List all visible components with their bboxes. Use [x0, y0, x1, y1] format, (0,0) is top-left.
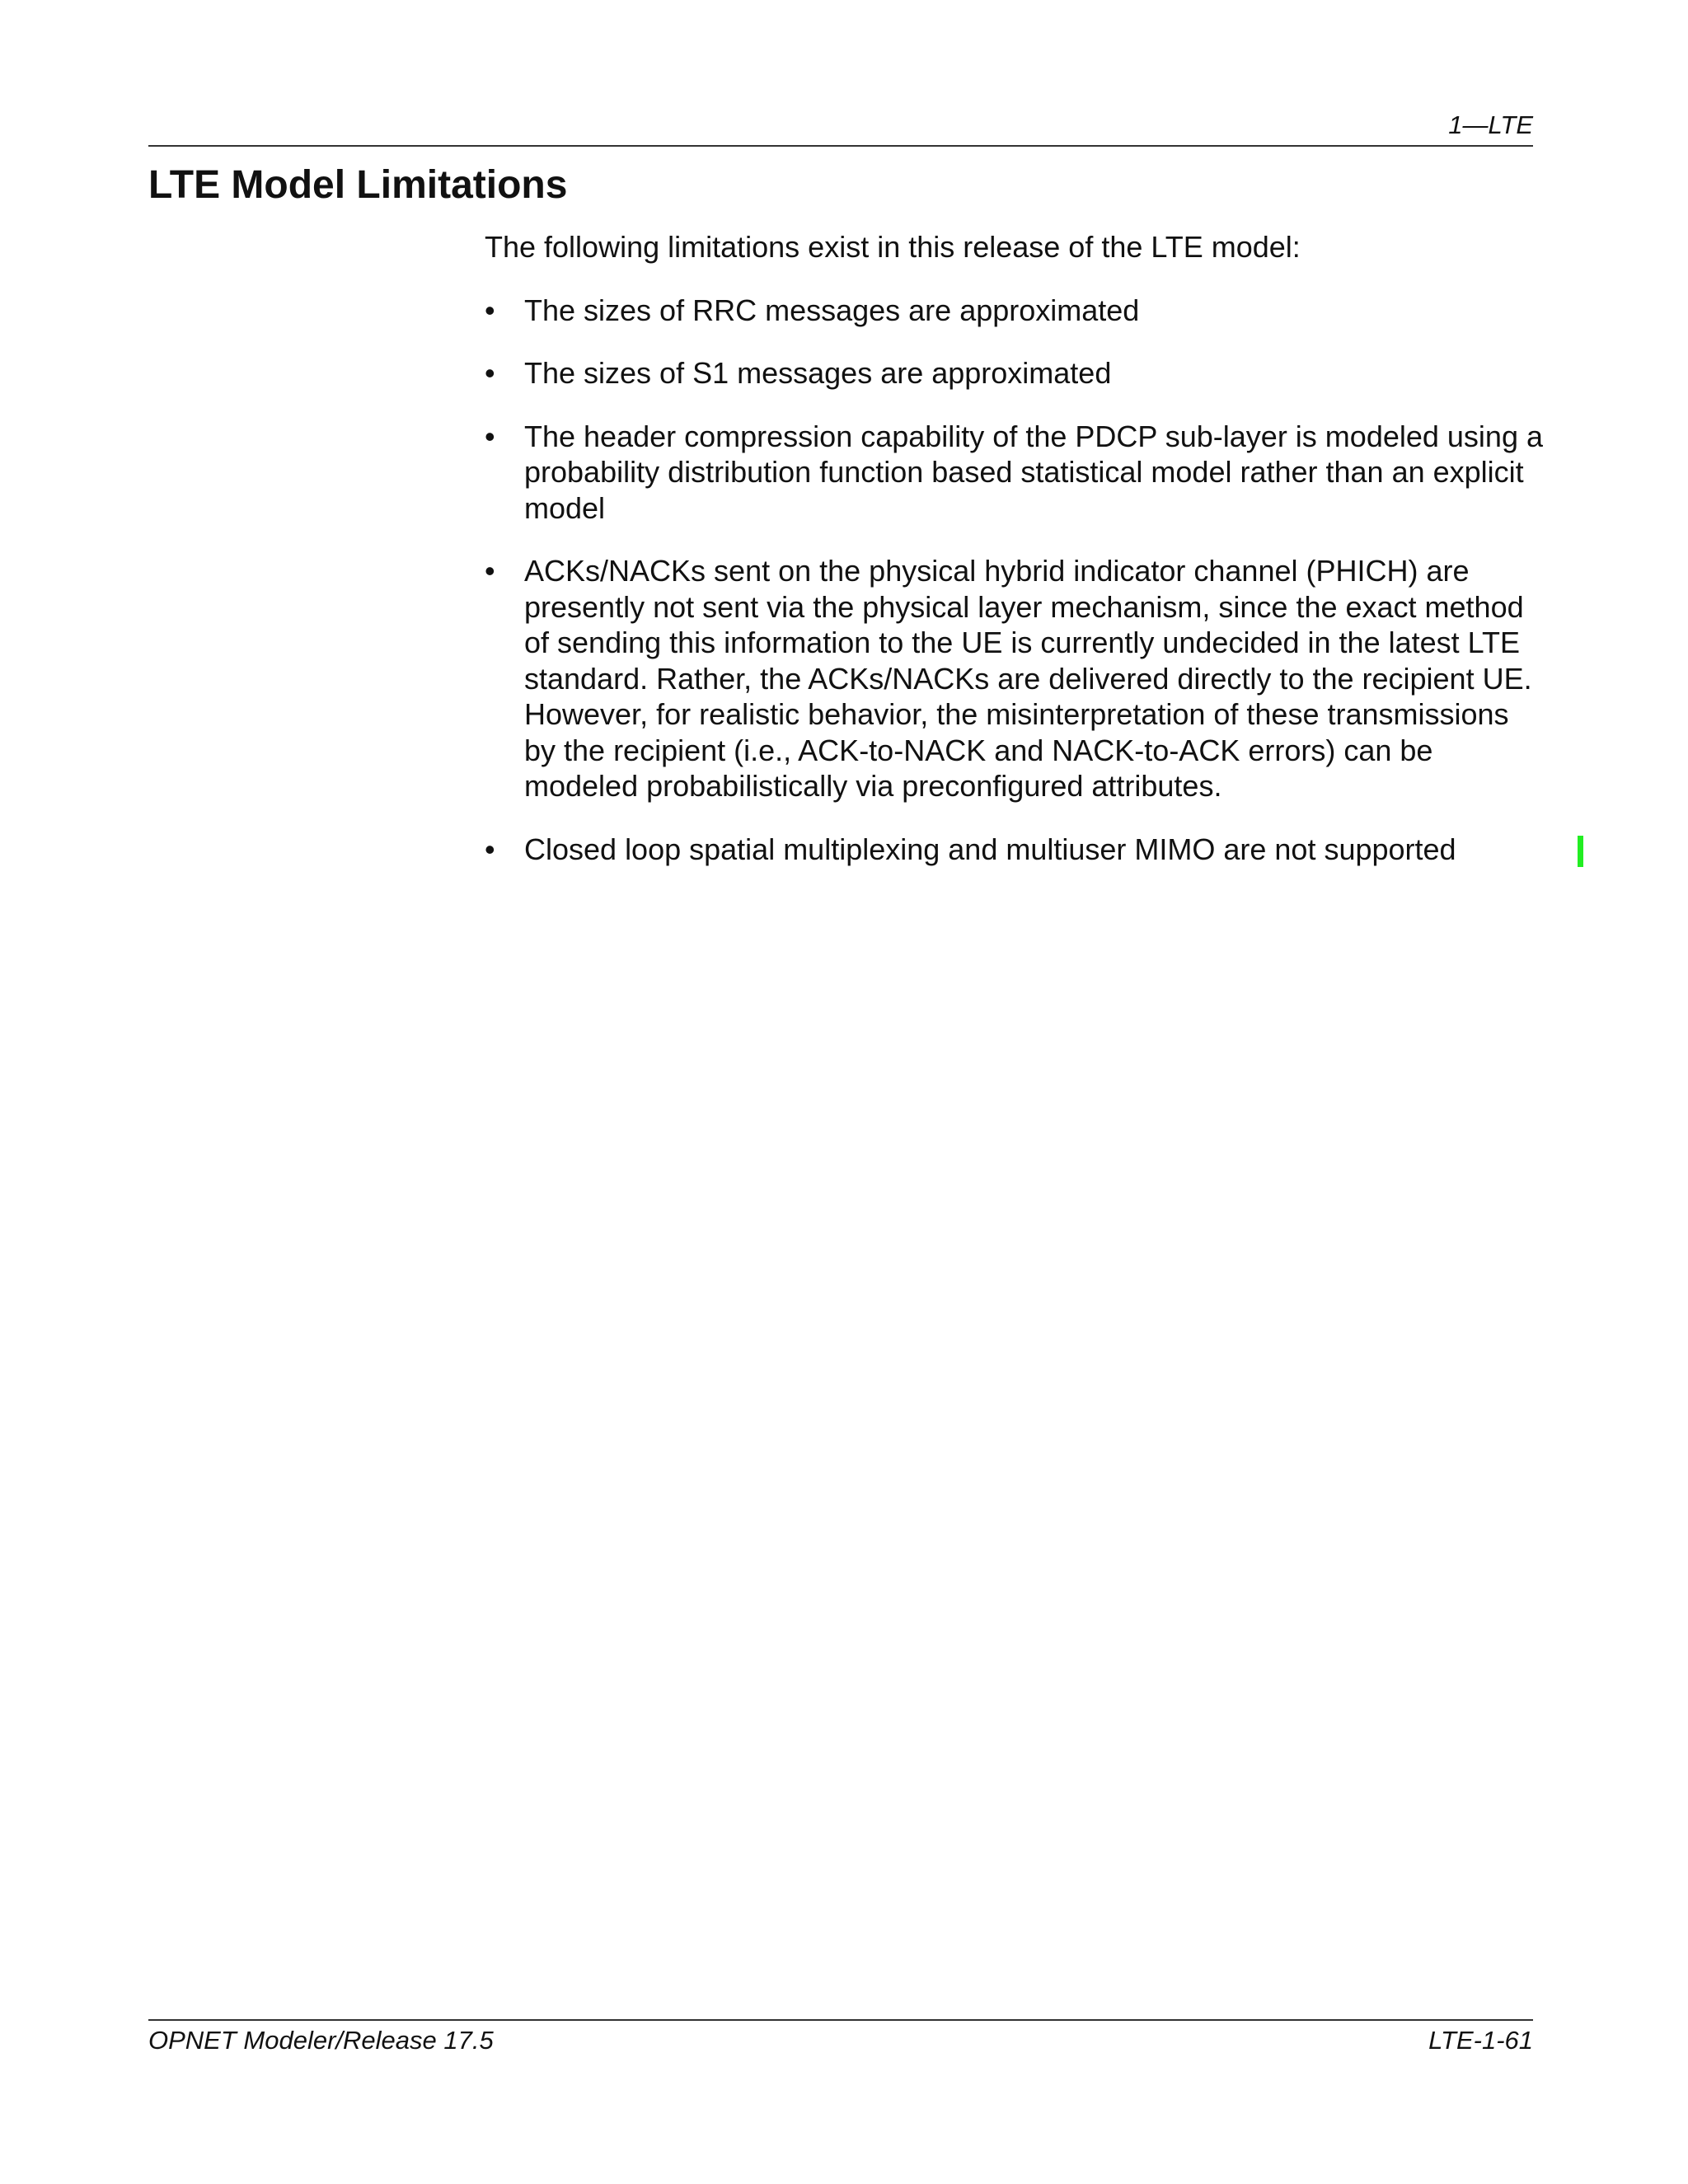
list-item — [485, 553, 1548, 804]
change-bar — [1578, 836, 1583, 867]
bullet-icon: • — [485, 419, 495, 453]
list-item-text: The sizes of RRC messages are approximated — [524, 293, 1140, 327]
list-item-text: ACKs/NACKs sent on the physical hybrid indicator channel (PHICH) are presently not sent via the physical layer mechanism, since the exact method of sending this information to the UE is currently undecided in the latest LTE standard. Rather, the ACKs/NACKs are delivered directly to the recipient UE. However, for realistic behavior, the misinterpretation of these transmissions by the recipient (i.e., ACK-to-NACK and NACK-to-ACK errors) can be modeled probabilistically via preconfigured attributes. — [524, 554, 1532, 803]
bullet-icon: • — [485, 554, 495, 588]
list-item-text: Closed loop spatial multiplexing and multiuser MIMO are not supported — [524, 832, 1456, 866]
list-item — [485, 832, 1548, 868]
header-rule — [148, 145, 1533, 147]
bullet-icon: • — [485, 293, 495, 327]
list-item-text: The header compression capability of the PDCP sub-layer is modeled using a probability distribution function based statistical model rather than an explicit model — [524, 419, 1543, 525]
intro-paragraph: The following limitations exist in this release of the LTE model: — [485, 230, 1301, 264]
list-item — [485, 293, 1548, 329]
running-header: 1—LTE — [1448, 110, 1533, 139]
bullet-icon: • — [485, 832, 495, 866]
bullet-icon: • — [485, 356, 495, 390]
limitations-list — [485, 293, 1548, 868]
section-title: LTE Model Limitations — [148, 163, 568, 207]
list-item — [485, 355, 1548, 391]
footer-product-release: OPNET Modeler/Release 17.5 — [148, 2026, 494, 2055]
footer-page-number: LTE-1-61 — [1428, 2026, 1533, 2055]
list-item-text: The sizes of S1 messages are approximated — [524, 356, 1112, 390]
list-item — [485, 419, 1548, 527]
section-body — [485, 229, 1548, 894]
footer-rule — [148, 2019, 1533, 2021]
